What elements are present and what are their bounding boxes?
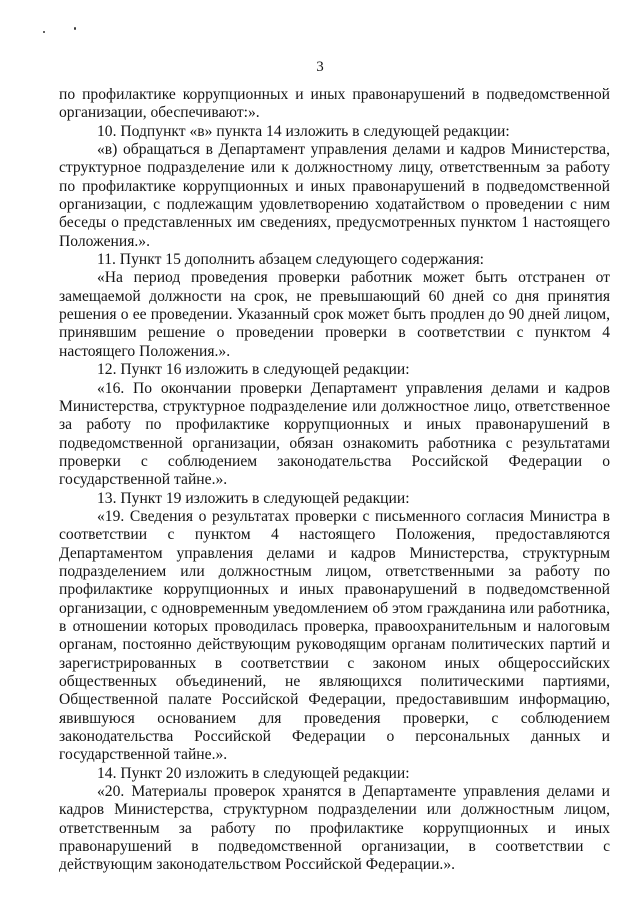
paragraph-amendment-14: 14. Пункт 20 изложить в следующей редакции: (97, 764, 410, 782)
document-body (59, 86, 610, 875)
paragraph-amendment-12: 12. Пункт 16 изложить в следующей редакции: (97, 361, 410, 379)
scan-speck (74, 27, 76, 30)
paragraph-continuation: по профилактике коррупционных и иных правонарушений в подведомственной организации, обеспечивают:». (59, 86, 610, 122)
page-number: 3 (316, 59, 324, 75)
paragraph-amendment-11: 11. Пункт 15 дополнить абзацем следующего содержания: (97, 251, 484, 269)
paragraph-amendment-14-text: «20. Материалы проверок хранятся в Департаменте управления делами и кадров Министерства, структурном подразделении или должностным лицом, ответственным за работу по профилактике коррупционных и иных правонарушений в подведомственной организации, в соответствии с действующим законодательством Российской Федерации.». (59, 783, 610, 874)
paragraph-amendment-10-text: «в) обращаться в Департамент управления делами и кадров Министерства, структурное подразделение или к должностному лицу, ответственным за работу по профилактике коррупционных и иных правонарушений в подведомственной организации, с подлежащим удовлетворению ходатайством о проведении с ним беседы о представленных им сведениях, предусмотренных пунктом 1 настоящего Положения.». (59, 141, 610, 250)
scan-speck (43, 31, 45, 33)
paragraph-amendment-11-text: «На период проведения проверки работник может быть отстранен от замещаемой должности на срок, не превышающий 60 дней со дня принятия решения о ее проведении. Указанный срок может быть продлен до 90 дней лицом, принявшим решение о проведении проверки в соответствии с пунктом 4 настоящего Положения.». (59, 269, 610, 360)
paragraph-amendment-13: 13. Пункт 19 изложить в следующей редакции: (97, 489, 410, 507)
paragraph-amendment-12-text: «16. По окончании проверки Департамент управления делами и кадров Министерства, структурное подразделение или должностное лицо, ответственное за работу по профилактике коррупционных и иных правонарушений в подведомственной организации, обязан ознакомить работника с результатами проверки с соблюдением законодательства Российской Федерации о государственной тайне.». (59, 379, 610, 489)
paragraph-amendment-13-text: «19. Сведения о результатах проверки с письменного согласия Министра в соответствии с пунктом 4 настоящего Положения, предоставляются Департаментом управления делами и кадров Министерства, структурным подразделением или должностным лицом, ответственными за работу по профилактике коррупционных и иных правонарушений в подведомственной организации, с одновременным уведомлением об этом гражданина или работника, в отношении которых проводилась проверка, правоохранительным и налоговым органам, постоянно действующим руководящим органам политических партий и зарегистрированных в соответствии с законом иных общероссийских общественных объединений, не являющихся политическими партиями, Общественной палате Российской Федерации, предоставившим информацию, явившуюся основанием для проведения проверки, с соблюдением законодательства Российской Федерации о персональных данных и государственной тайне.». (59, 507, 610, 764)
paragraph-amendment-10: 10. Подпункт «в» пункта 14 изложить в следующей редакции: (97, 122, 510, 140)
